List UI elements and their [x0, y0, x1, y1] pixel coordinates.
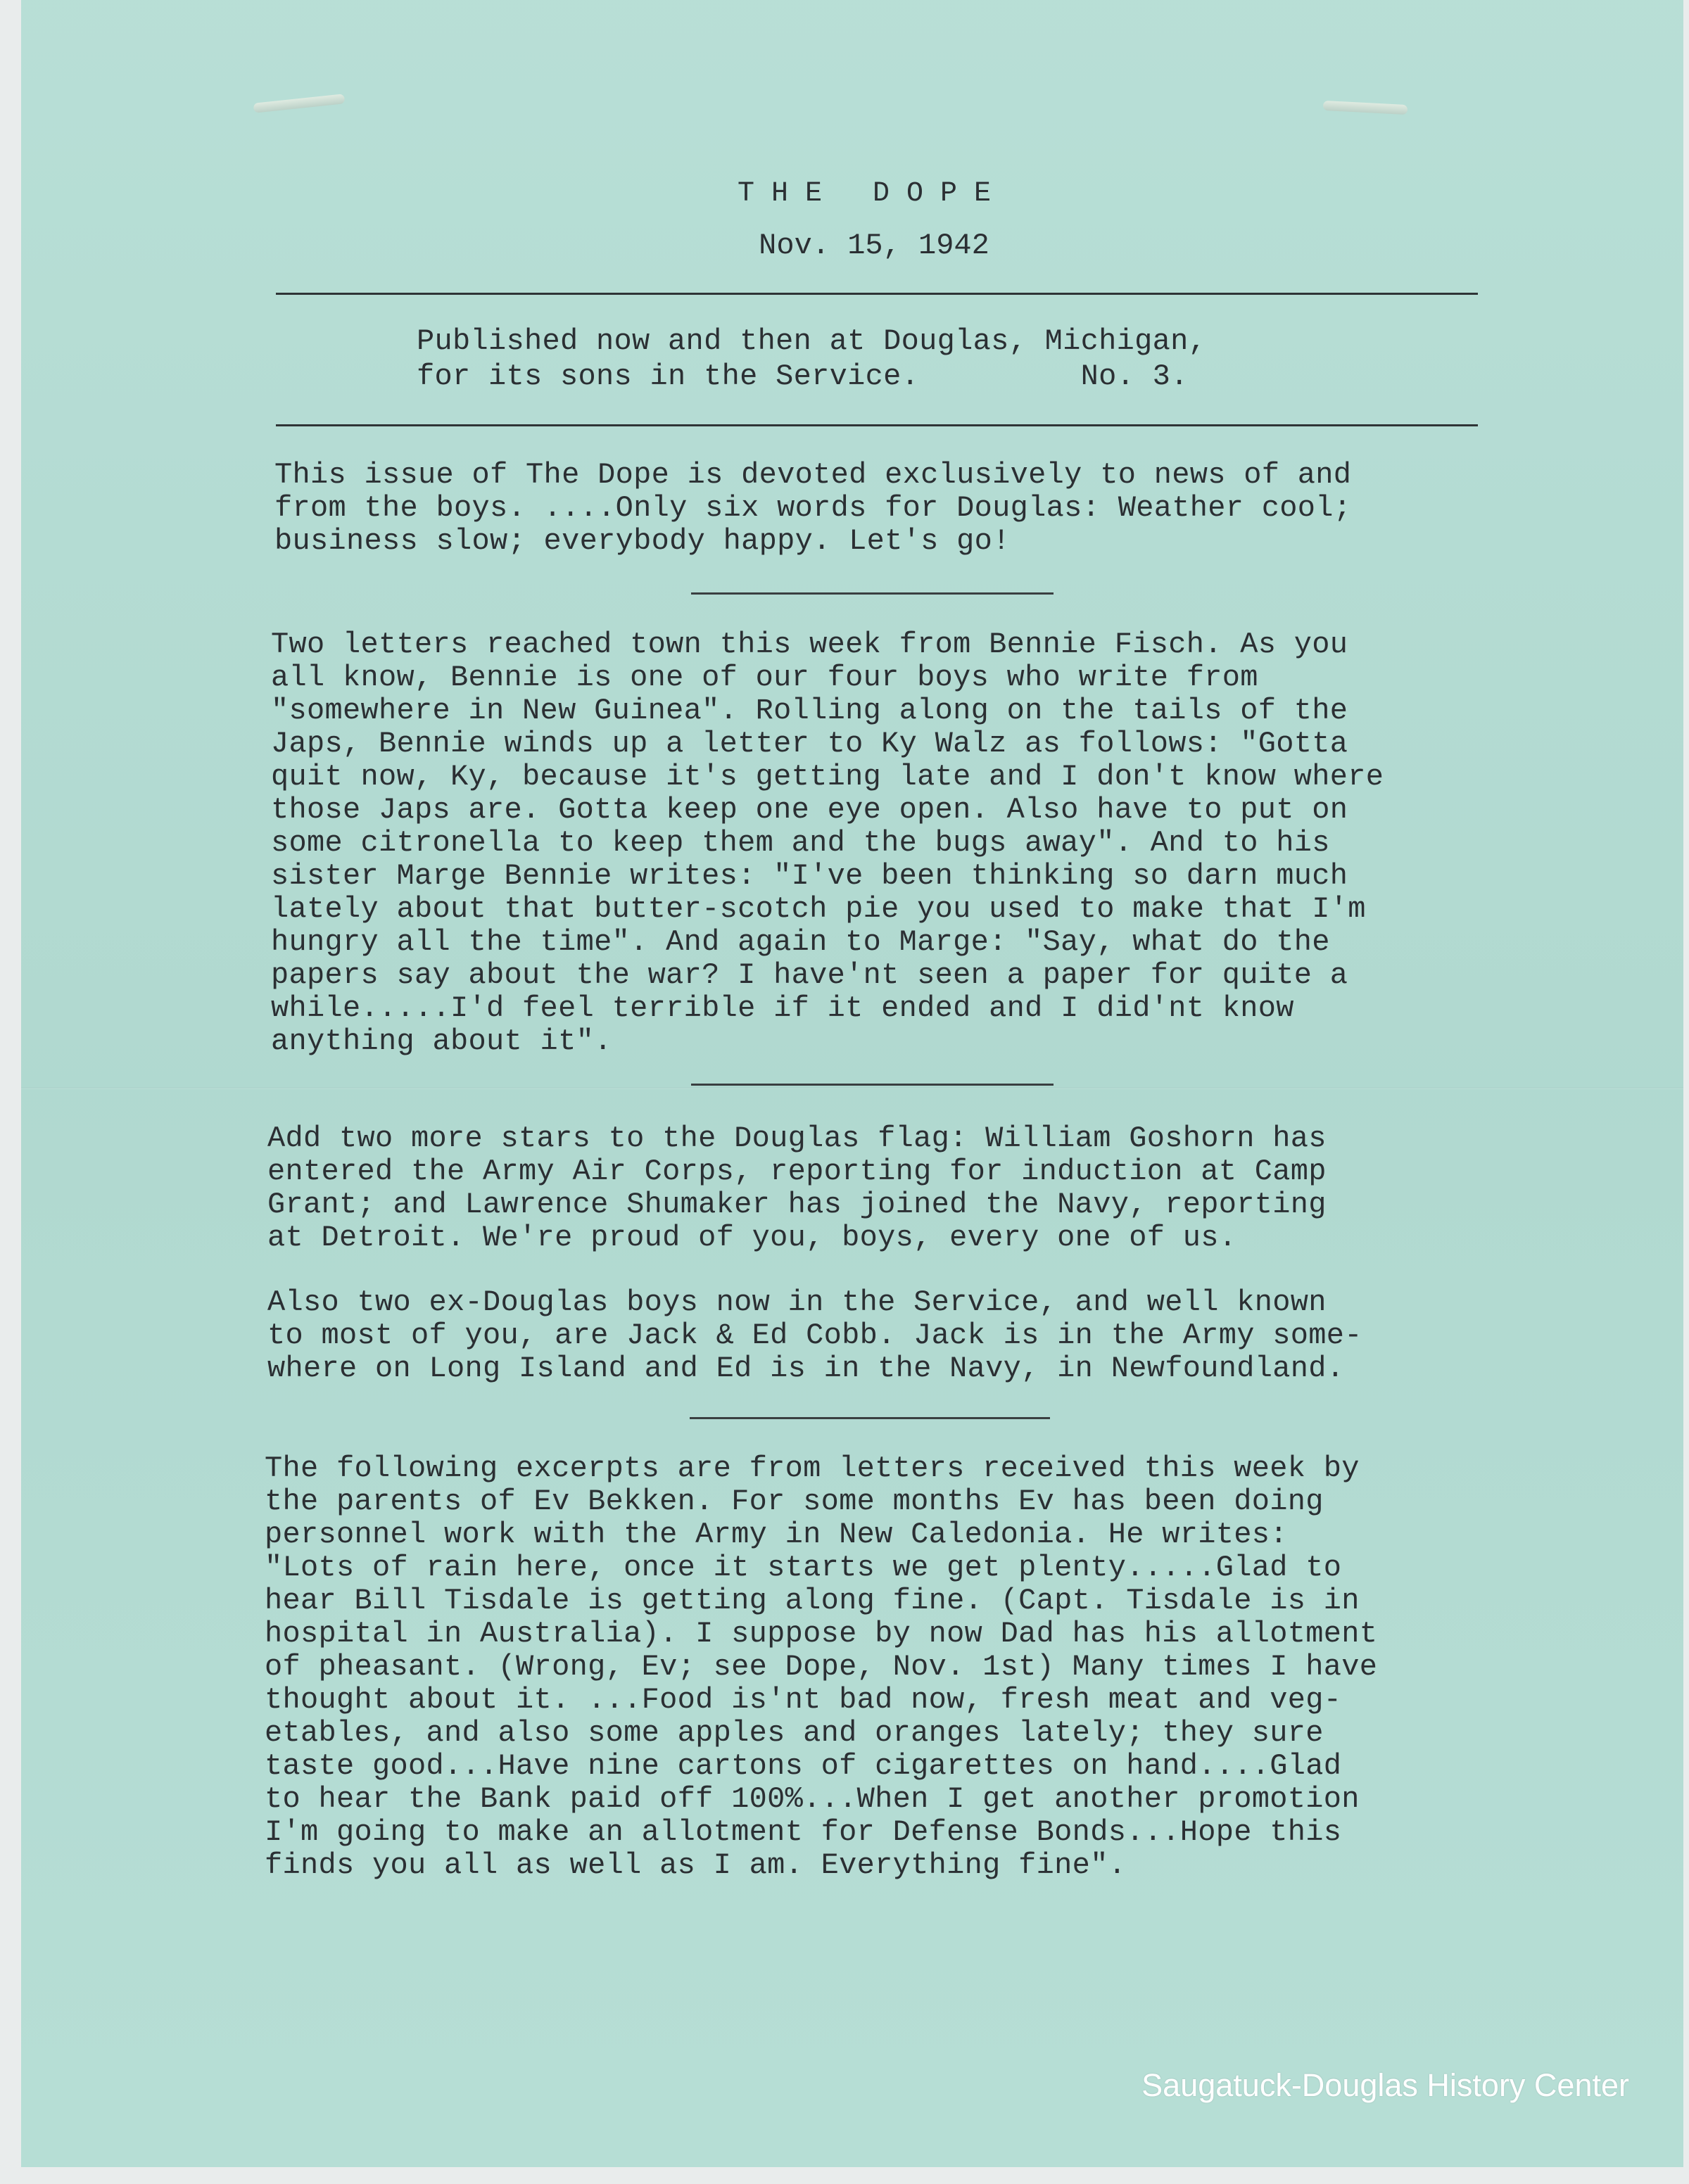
cobb-line: to most of you, are Jack & Ed Cobb. Jack is in the Army some- [267, 1319, 1362, 1352]
intro-line: This issue of The Dope is devoted exclusively to news of and [274, 458, 1352, 492]
archive-watermark: Saugatuck-Douglas History Center [1141, 2067, 1629, 2103]
bennie-line: quit now, Ky, because it's getting late and I don't know where [271, 760, 1384, 794]
newsletter-title: THE DOPE [737, 178, 1008, 210]
bekken-line: taste good...Have nine cartons of cigarettes on hand....Glad [265, 1749, 1342, 1783]
stars-line: Grant; and Lawrence Shumaker has joined the Navy, reporting [267, 1188, 1327, 1221]
bekken-line: The following excerpts are from letters received this week by [265, 1452, 1360, 1485]
stars-line: at Detroit. We're proud of you, boys, every one of us. [267, 1221, 1237, 1255]
bennie-line: hungry all the time". And again to Marge: "Say, what do the [271, 925, 1330, 959]
section-divider [691, 1084, 1054, 1086]
bennie-line: Two letters reached town this week from Bennie Fisch. As you [271, 628, 1348, 661]
bennie-line: those Japs are. Gotta keep one eye open. Also have to put on [271, 793, 1348, 827]
section-divider [691, 592, 1054, 595]
bekken-line: "Lots of rain here, once it starts we get plenty.....Glad to [265, 1551, 1342, 1585]
bennie-line: papers say about the war? I have'nt seen a paper for quite a [271, 958, 1348, 992]
stars-line: Add two more stars to the Douglas flag: William Goshorn has [267, 1122, 1327, 1155]
bennie-line: Japs, Bennie winds up a letter to Ky Walz as follows: "Gotta [271, 727, 1348, 761]
bennie-line: some citronella to keep them and the bugs away". And to his [271, 826, 1330, 860]
bennie-line: "somewhere in New Guinea". Rolling along on the tails of the [271, 694, 1348, 728]
cobb-line: where on Long Island and Ed is in the Navy, in Newfoundland. [267, 1352, 1345, 1385]
staple-mark-left [253, 94, 346, 113]
masthead-top-rule [276, 293, 1478, 295]
bekken-line: personnel work with the Army in New Caledonia. He writes: [265, 1518, 1288, 1551]
intro-line: business slow; everybody happy. Let's go! [274, 524, 1011, 558]
bekken-line: the parents of Ev Bekken. For some months Ev has been doing [265, 1485, 1324, 1518]
stars-line: entered the Army Air Corps, reporting for induction at Camp [267, 1155, 1327, 1188]
paper-fold [21, 1087, 1683, 1089]
bekken-line: hear Bill Tisdale is getting along fine. (Capt. Tisdale is in [265, 1584, 1360, 1618]
masthead-line-1: Published now and then at Douglas, Michigan, [417, 324, 1207, 358]
masthead-bottom-rule [276, 424, 1478, 426]
bekken-line: to hear the Bank paid off 100%...When I get another promotion [265, 1782, 1360, 1816]
section-divider [690, 1417, 1050, 1419]
bekken-line: hospital in Australia). I suppose by now Dad has his allotment [265, 1617, 1378, 1651]
bennie-line: lately about that butter-scotch pie you used to make that I'm [271, 892, 1366, 926]
bekken-line: I'm going to make an allotment for Defense Bonds...Hope this [265, 1815, 1342, 1849]
bennie-line: all know, Bennie is one of our four boys who write from [271, 661, 1258, 694]
bekken-line: thought about it. ...Food is'nt bad now, fresh meat and veg- [265, 1683, 1342, 1717]
intro-line: from the boys. ....Only six words for Douglas: Weather cool; [274, 491, 1352, 525]
bennie-line: while.....I'd feel terrible if it ended and I did'nt know [271, 991, 1294, 1025]
bekken-line: etables, and also some apples and oranges lately; they sure [265, 1716, 1324, 1750]
bekken-line: finds you all as well as I am. Everything fine". [265, 1848, 1127, 1882]
cobb-line: Also two ex-Douglas boys now in the Service, and well known [267, 1285, 1327, 1319]
masthead-line-2: for its sons in the Service. No. 3. [417, 360, 1189, 393]
bekken-line: of pheasant. (Wrong, Ev; see Dope, Nov. 1st) Many times I have [265, 1650, 1378, 1684]
bennie-line: sister Marge Bennie writes: "I've been thinking so darn much [271, 859, 1348, 893]
issue-date: Nov. 15, 1942 [759, 229, 989, 262]
bennie-line: anything about it". [271, 1024, 612, 1058]
staple-mark-right [1323, 101, 1408, 115]
